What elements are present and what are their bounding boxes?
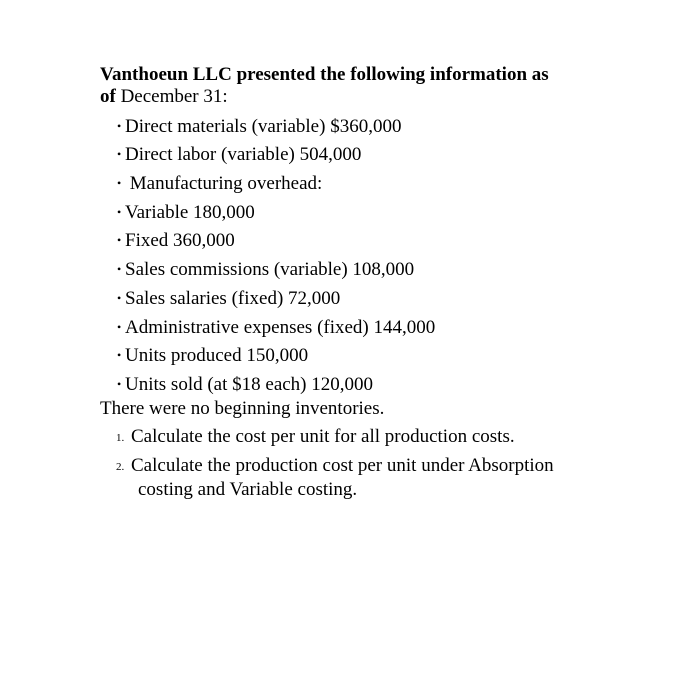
bullet-icon: • — [117, 233, 122, 248]
heading — [100, 64, 620, 108]
list-item-text: Sales salaries (fixed) 72,000 — [125, 287, 341, 309]
list-item-text: Administrative expenses (fixed) 144,000 — [125, 316, 436, 338]
list-item-text: Units sold (at $18 each) 120,000 — [125, 373, 374, 395]
question-number: 2. — [116, 460, 125, 473]
list-item — [100, 165, 620, 194]
question-text: Calculate the production cost per unit under Absorption — [131, 454, 554, 476]
bullet-icon: • — [117, 319, 122, 334]
list-item-text: Direct labor (variable) 504,000 — [125, 144, 362, 166]
bullet-icon: • — [117, 348, 122, 363]
list-item — [100, 108, 620, 137]
question-item — [100, 425, 620, 449]
list-item-text: Fixed 360,000 — [125, 230, 235, 252]
bullet-icon: • — [117, 204, 122, 219]
list-item-text: Units produced 150,000 — [125, 345, 309, 367]
bullet-icon: • — [117, 147, 122, 162]
inventory-note: There were no beginning inventories. — [100, 397, 385, 419]
list-item — [100, 338, 620, 367]
question-item — [100, 454, 620, 502]
list-item — [100, 137, 620, 166]
heading-date: December 31: — [115, 86, 228, 107]
question-number: 1. — [116, 431, 125, 444]
list-item — [100, 251, 620, 280]
document-body — [100, 64, 620, 502]
info-list — [100, 108, 620, 395]
list-item-text: Manufacturing overhead: — [125, 173, 323, 195]
bullet-icon: • — [117, 176, 122, 191]
list-item — [100, 194, 620, 223]
question-text: Calculate the cost per unit for all production costs. — [131, 425, 515, 447]
list-item — [100, 309, 620, 338]
question-text-continued: costing and Variable costing. — [138, 478, 358, 500]
list-item-text: Sales commissions (variable) 108,000 — [125, 259, 415, 281]
list-item-text: Direct materials (variable) $360,000 — [125, 115, 402, 137]
list-item — [100, 280, 620, 309]
list-item-text: Variable 180,000 — [125, 201, 255, 223]
list-item — [100, 366, 620, 395]
heading-bold-line2: of — [100, 86, 116, 107]
bullet-icon: • — [117, 118, 122, 133]
bullet-icon: • — [117, 290, 122, 305]
list-item — [100, 223, 620, 252]
bullet-icon: • — [117, 376, 122, 391]
bullet-icon: • — [117, 262, 122, 277]
question-list — [100, 425, 620, 502]
heading-bold-line1: Vanthoeun LLC presented the following information as — [100, 64, 549, 85]
